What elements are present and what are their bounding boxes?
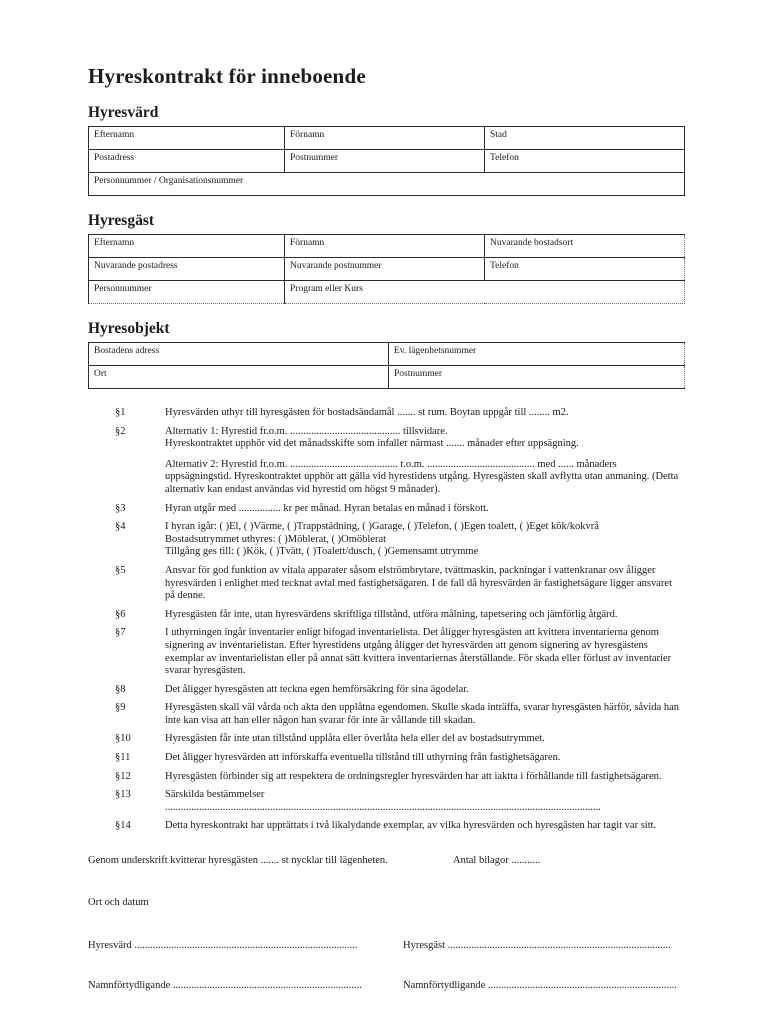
cell-landlord-address: Postadress: [89, 150, 285, 173]
paragraph-line: Tillgång ges till: ( )Kök, ( )Tvätt, ( )Toalett/dusch, ( )Gemensamt utrymme: [165, 546, 479, 558]
document-title: Hyreskontrakt för inneboende: [88, 64, 366, 88]
cell-landlord-zip: Postnummer: [285, 150, 485, 173]
table-row: [89, 281, 685, 304]
paragraph-line: Hyresgästen får inte utan tillstånd upplåta eller överlåta hela eller del av bostadsutrymmet.: [165, 733, 545, 745]
paragraph-line: Hyresgästen förbinder sig att respektera de ordningsregler hyresvärden har att iaktta i förhållande till fastighetsägaren.: [165, 770, 662, 782]
paragraph-line: Hyreskontraktet upphör vid det månadsskifte som infaller närmast ....... månader efter uppsägning.: [165, 438, 579, 450]
paragraph-5: [115, 565, 684, 603]
paragraph-text: [165, 609, 684, 622]
paragraph-text: [165, 503, 684, 516]
paragraph-10: [115, 733, 684, 746]
section-heading-hyresobjekt: Hyresobjekt: [88, 320, 170, 337]
paragraph-line: Hyresgästen skall väl vårda och akta den upplåtna egendomen. Skulle skada inträffa, svarar hyresgästen härför, såvida han inte kan visa att han eller någon han svarar för inte är vållande till skadan.: [165, 702, 679, 726]
paragraph-3: [115, 503, 684, 516]
landlord-table: [88, 126, 685, 196]
cell-tenant-firstname: Förnamn: [285, 235, 485, 258]
paragraph-line: Ansvar för god funktion av vitala apparater såsom elströmbrytare, tvättmaskin, packningar i vattenkranar osv åligger hyresvärden i enlighet med tecknat avtal med fastighetsägaren. I de fall då hyresvärden är fastighetsägare ligger ansvaret på denne.: [165, 564, 672, 602]
paragraph-text: [165, 684, 684, 697]
cell-tenant-current-address: Nuvarande postadress: [89, 258, 285, 281]
paragraph-text: [165, 565, 684, 603]
landlord-name-clarification-line: Namnförtydligande ........................................................................: [88, 980, 362, 992]
paragraph-text: [165, 627, 684, 677]
cell-tenant-program: Program eller Kurs: [285, 281, 685, 304]
paragraph-text: [165, 521, 684, 559]
paragraph-number: §9: [115, 702, 126, 714]
paragraph-text: [165, 771, 684, 784]
cell-landlord-lastname: Efternamn: [89, 127, 285, 150]
table-row: [89, 366, 685, 389]
cell-landlord-phone: Telefon: [485, 150, 685, 173]
table-row: [89, 173, 685, 196]
name-clarification-row: [88, 979, 684, 992]
paragraph-line: Det åligger hyresgästen att teckna egen hemförsäkring för sina ägodelar.: [165, 683, 469, 695]
table-row: [89, 258, 685, 281]
paragraph-number: §2: [115, 425, 126, 437]
paragraph-number: §8: [115, 683, 126, 695]
cell-landlord-firstname: Förnamn: [285, 127, 485, 150]
paragraph-line: Hyran utgår med ................ kr per månad. Hyran betalas en månad i förskott.: [165, 502, 489, 514]
paragraph-text: [165, 733, 684, 746]
document-content: [88, 0, 684, 992]
paragraph-text: [165, 820, 684, 833]
paragraph-14: [115, 820, 684, 833]
cell-tenant-lastname: Efternamn: [89, 235, 285, 258]
paragraph-number: §12: [115, 770, 131, 782]
tenant-name-clarification-line: Namnförtydligande ........................................................................: [403, 980, 677, 992]
paragraph-text: [165, 752, 684, 765]
paragraph-line: Alternativ 1: Hyrestid fr.o.m. .......................................... tillsvidare.: [165, 425, 448, 437]
paragraph-7: [115, 627, 684, 677]
paragraph-line: I hyran igår: ( )El, ( )Värme, ( )Trappstädning, ( )Garage, ( )Telefon, ( )Egen toalett, ( )Eget kök/kokvrå: [165, 521, 599, 533]
paragraph-line: Hyresgästen får inte, utan hyresvärdens skriftliga tillstånd, utföra målning, tapetsering och jämförlig åtgärd.: [165, 608, 618, 620]
paragraph-number: §1: [115, 407, 126, 418]
paragraph-2: [115, 426, 684, 497]
cell-object-zip: Postnummer: [389, 366, 685, 389]
cell-landlord-idnumber: Personnummer / Organisationsnummer: [89, 173, 685, 196]
paragraph-number: §14: [115, 820, 131, 832]
paragraph-13: [115, 789, 684, 814]
paragraph-number: §11: [115, 752, 131, 764]
landlord-signature-line: Hyresvärd .....................................................................................: [88, 940, 358, 952]
paragraph-line: Det åligger hyresvärden att införskaffa eventuella tillstånd till uthyrning från fastighetsägaren.: [165, 752, 561, 764]
table-row: [89, 150, 685, 173]
paragraph-line: Bostadsutrymmet uthyres: ( )Möblerat, ( )Omöblerat: [165, 533, 387, 545]
paragraph-number: §7: [115, 627, 126, 639]
keys-row: [88, 854, 684, 867]
cell-tenant-idnumber: Personnummer: [89, 281, 285, 304]
cell-tenant-current-city: Nuvarande bostadsort: [485, 235, 685, 258]
paragraph-spacer: [165, 451, 684, 459]
cell-object-address: Bostadens adress: [89, 343, 389, 366]
paragraph-text: [165, 702, 684, 727]
paragraph-4: [115, 521, 684, 559]
paragraph-number: §6: [115, 608, 126, 620]
signature-row: [88, 939, 684, 952]
footer: [88, 854, 684, 992]
paragraph-number: §3: [115, 502, 126, 514]
paragraph-number: §10: [115, 733, 131, 745]
paragraph-text: [165, 426, 684, 497]
table-row: [89, 235, 685, 258]
table-row: [89, 343, 685, 366]
paragraph-11: [115, 752, 684, 765]
rental-object-table: [88, 342, 685, 389]
tenant-table: [88, 234, 685, 304]
paragraph-line: Alternativ 2: Hyrestid fr.o.m. ......................................... t.o.m. ......................................... med ...... månaders uppsägningstid. Hyreskontraktet upphör att gälla vid hyrestidens utgång. Hyresgästen skall avflytta utan anmaning. (Detta alternativ kan endast användas vid hyrestid om högst 9 månader).: [165, 458, 679, 495]
keys-receipt-line: Genom underskrift kvitterar hyresgästen ....... st nycklar till lägenheten.: [88, 855, 388, 867]
paragraph-8: [115, 684, 684, 697]
cell-landlord-city: Stad: [485, 127, 685, 150]
paragraph-1: [115, 407, 684, 420]
attachments-count-line: Antal bilagor ...........: [453, 855, 541, 867]
cell-tenant-phone: Telefon: [485, 258, 685, 281]
section-heading-hyresvard: Hyresvärd: [88, 104, 159, 121]
paragraph-line: Hyresvärden uthyr till hyresgästen för bostadsändamål ....... st rum. Boytan uppgår till ........ m2.: [165, 407, 569, 418]
paragraph-6: [115, 609, 684, 622]
paragraph-line: Särskilda bestämmelser ......................................................................................................................................................................: [165, 789, 601, 813]
paragraph-number: §13: [115, 789, 131, 801]
place-and-date-label: Ort och datum: [88, 897, 149, 909]
cell-object-apartment-number: Ev. lägenhetsnummer: [389, 343, 685, 366]
paragraph-text: [165, 407, 684, 420]
paragraph-line: I uthyrningen ingår inventarier enligt bifogad inventarielista. Det åligger hyresgästen att kvittera inventarierna genom signering av inventarielistan. Efter hyrestidens utgång åligger det hyresvärden att genom signering av hyresgästens exemplar av inventarielistan eller på annat sätt kvittera inventariernas återställande. För skada eller förlust av inventarier svarar hyresgästen.: [165, 627, 672, 677]
paragraph-line: Detta hyreskontrakt har upprättats i två likalydande exemplar, av vilka hyresvärden och hyresgästen har tagit var sitt.: [165, 820, 657, 832]
paragraph-9: [115, 702, 684, 727]
cell-object-city: Ort: [89, 366, 389, 389]
paragraph-number: §5: [115, 564, 126, 576]
table-row: [89, 127, 685, 150]
tenant-signature-line: Hyresgäst .....................................................................................: [403, 940, 671, 952]
section-heading-hyresgast: Hyresgäst: [88, 212, 155, 229]
paragraph-number: §4: [115, 521, 126, 533]
paragraphs: [88, 407, 684, 833]
cell-tenant-current-zip: Nuvarande postnummer: [285, 258, 485, 281]
paragraph-text: [165, 789, 684, 814]
paragraph-12: [115, 771, 684, 784]
